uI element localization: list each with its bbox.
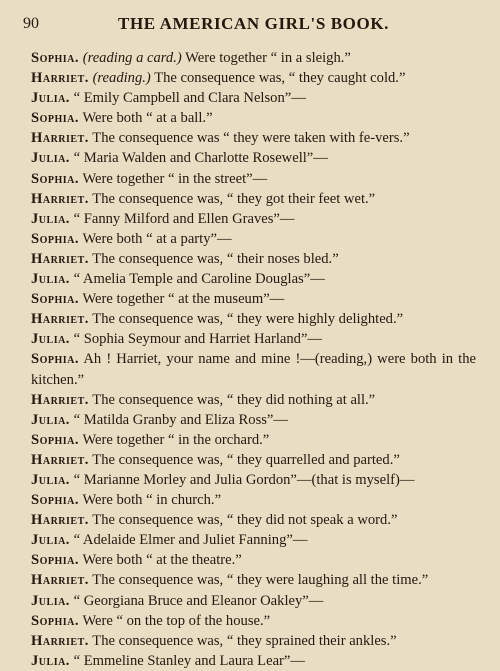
dialogue-line bbox=[31, 490, 476, 510]
page-number: 90 bbox=[23, 15, 39, 32]
speaker-name: Harriet. bbox=[31, 572, 89, 589]
dialogue-line bbox=[31, 209, 476, 229]
speaker-name: Julia. bbox=[31, 210, 70, 227]
speaker-name: Julia. bbox=[31, 150, 70, 167]
speaker-name: Julia. bbox=[31, 532, 70, 549]
dialogue-line bbox=[31, 229, 476, 249]
spoken-text: “ Matilda Granby and Eliza Ross”— bbox=[73, 411, 288, 428]
spoken-text: “ Sophia Seymour and Harriet Harland”— bbox=[73, 331, 323, 348]
speaker-name: Sophia. bbox=[31, 492, 80, 509]
dialogue-line bbox=[31, 329, 476, 349]
spoken-text: The consequence was, “ they were highly delighted.” bbox=[92, 311, 404, 328]
dialogue-line bbox=[31, 128, 476, 148]
stage-direction: (reading a card.) bbox=[82, 50, 182, 66]
spoken-text: Were both “ at a party”— bbox=[82, 230, 232, 247]
dialogue-line bbox=[31, 550, 476, 570]
dialogue-line bbox=[31, 591, 476, 611]
dialogue-line bbox=[31, 510, 476, 530]
spoken-text: “ Fanny Milford and Ellen Graves”— bbox=[73, 210, 295, 227]
speaker-name: Julia. bbox=[31, 90, 70, 107]
page-header bbox=[23, 13, 476, 35]
spoken-text: Were both “ at a ball.” bbox=[82, 110, 213, 127]
speaker-name: Julia. bbox=[31, 652, 70, 669]
dialogue-line bbox=[31, 169, 476, 189]
dialogue-line bbox=[31, 108, 476, 128]
dialogue-line bbox=[31, 309, 476, 329]
spoken-text: “ Emily Campbell and Clara Nelson”— bbox=[73, 90, 306, 107]
spoken-text: The consequence was, “ they were laughing all the time.” bbox=[92, 572, 429, 589]
speaker-name: Harriet. bbox=[31, 190, 89, 207]
speaker-name: Julia. bbox=[31, 411, 70, 428]
speaker-name: Sophia. bbox=[31, 110, 80, 127]
dialogue-line bbox=[31, 88, 476, 108]
spoken-text: The consequence was “ they were taken with fe-vers.” bbox=[92, 130, 410, 147]
speaker-name: Harriet. bbox=[31, 512, 89, 529]
dialogue-line bbox=[31, 68, 476, 88]
dialogue-line bbox=[31, 249, 476, 269]
dialogue-line bbox=[31, 148, 476, 168]
speaker-name: Harriet. bbox=[31, 70, 89, 87]
spoken-text: The consequence was, “ they quarrelled and parted.” bbox=[92, 451, 400, 468]
spoken-text: Were together “ at the museum”— bbox=[82, 291, 285, 308]
speaker-name: Sophia. bbox=[31, 291, 80, 308]
dialogue-line bbox=[31, 450, 476, 470]
speaker-name: Harriet. bbox=[31, 311, 89, 328]
spoken-text: “ Amelia Temple and Caroline Douglas”— bbox=[73, 271, 325, 288]
speaker-name: Julia. bbox=[31, 471, 70, 488]
spoken-text: “ Georgiana Bruce and Eleanor Oakley”— bbox=[73, 592, 324, 609]
dialogue-line bbox=[31, 570, 476, 590]
speaker-name: Harriet. bbox=[31, 250, 89, 267]
speaker-name: Sophia. bbox=[31, 612, 80, 629]
speaker-name: Sophia. bbox=[31, 431, 80, 448]
spoken-text: The consequence was, “ they did nothing at all.” bbox=[92, 391, 376, 408]
spoken-text: The consequence was, “ their noses bled.” bbox=[92, 250, 339, 267]
spoken-text: Were together “ in a sleigh.” bbox=[185, 50, 351, 66]
spoken-text: The consequence was, “ they caught cold.” bbox=[154, 70, 406, 87]
dialogue-line bbox=[31, 349, 476, 389]
spoken-text: Were together “ in the orchard.” bbox=[82, 431, 270, 448]
dialogue-line bbox=[31, 631, 476, 651]
speaker-name: Sophia. bbox=[31, 552, 80, 569]
dialogue-line bbox=[31, 530, 476, 550]
spoken-text: Were both “ at the theatre.” bbox=[82, 552, 242, 569]
dialogue-line bbox=[31, 48, 476, 68]
spoken-text: Ah ! Harriet, your name and mine !—(reading,) were both in the kitchen.” bbox=[31, 351, 477, 388]
dialogue-line bbox=[31, 430, 476, 450]
header-spacing bbox=[31, 43, 476, 44]
dialogue-line bbox=[31, 470, 476, 490]
spoken-text: “ Emmeline Stanley and Laura Lear”— bbox=[73, 652, 305, 669]
spoken-text: Were together “ in the street”— bbox=[82, 170, 268, 187]
book-title: THE AMERICAN GIRL'S BOOK. bbox=[118, 14, 389, 33]
dialogue-line bbox=[31, 390, 476, 410]
spoken-text: The consequence was, “ they did not speak a word.” bbox=[92, 512, 398, 529]
spoken-text: “ Maria Walden and Charlotte Rosewell”— bbox=[73, 150, 328, 167]
dialogue-line bbox=[31, 611, 476, 631]
speaker-name: Julia. bbox=[31, 592, 70, 609]
dialogue-list bbox=[31, 48, 476, 671]
speaker-name: Sophia. bbox=[31, 50, 80, 66]
speaker-name: Harriet. bbox=[31, 391, 89, 408]
spoken-text: Were both “ in church.” bbox=[82, 492, 222, 509]
speaker-name: Julia. bbox=[31, 271, 70, 288]
spoken-text: “ Marianne Morley and Julia Gordon”—(that is myself)— bbox=[73, 471, 415, 488]
speaker-name: Sophia. bbox=[31, 230, 80, 247]
dialogue-line bbox=[31, 289, 476, 309]
spoken-text: The consequence was, “ they got their feet wet.” bbox=[92, 190, 376, 207]
speaker-name: Sophia. bbox=[31, 351, 80, 368]
dialogue-line bbox=[31, 269, 476, 289]
speaker-name: Sophia. bbox=[31, 170, 80, 187]
spoken-text: The consequence was, “ they sprained their ankles.” bbox=[92, 632, 397, 649]
stage-direction: (reading.) bbox=[92, 70, 151, 87]
spoken-text: Were “ on the top of the house.” bbox=[82, 612, 271, 629]
speaker-name: Harriet. bbox=[31, 130, 89, 147]
dialogue-line bbox=[31, 410, 476, 430]
spoken-text: “ Adelaide Elmer and Juliet Fanning”— bbox=[73, 532, 308, 549]
dialogue-line bbox=[31, 651, 476, 671]
speaker-name: Harriet. bbox=[31, 632, 89, 649]
dialogue-line bbox=[31, 189, 476, 209]
speaker-name: Harriet. bbox=[31, 451, 89, 468]
speaker-name: Julia. bbox=[31, 331, 70, 348]
